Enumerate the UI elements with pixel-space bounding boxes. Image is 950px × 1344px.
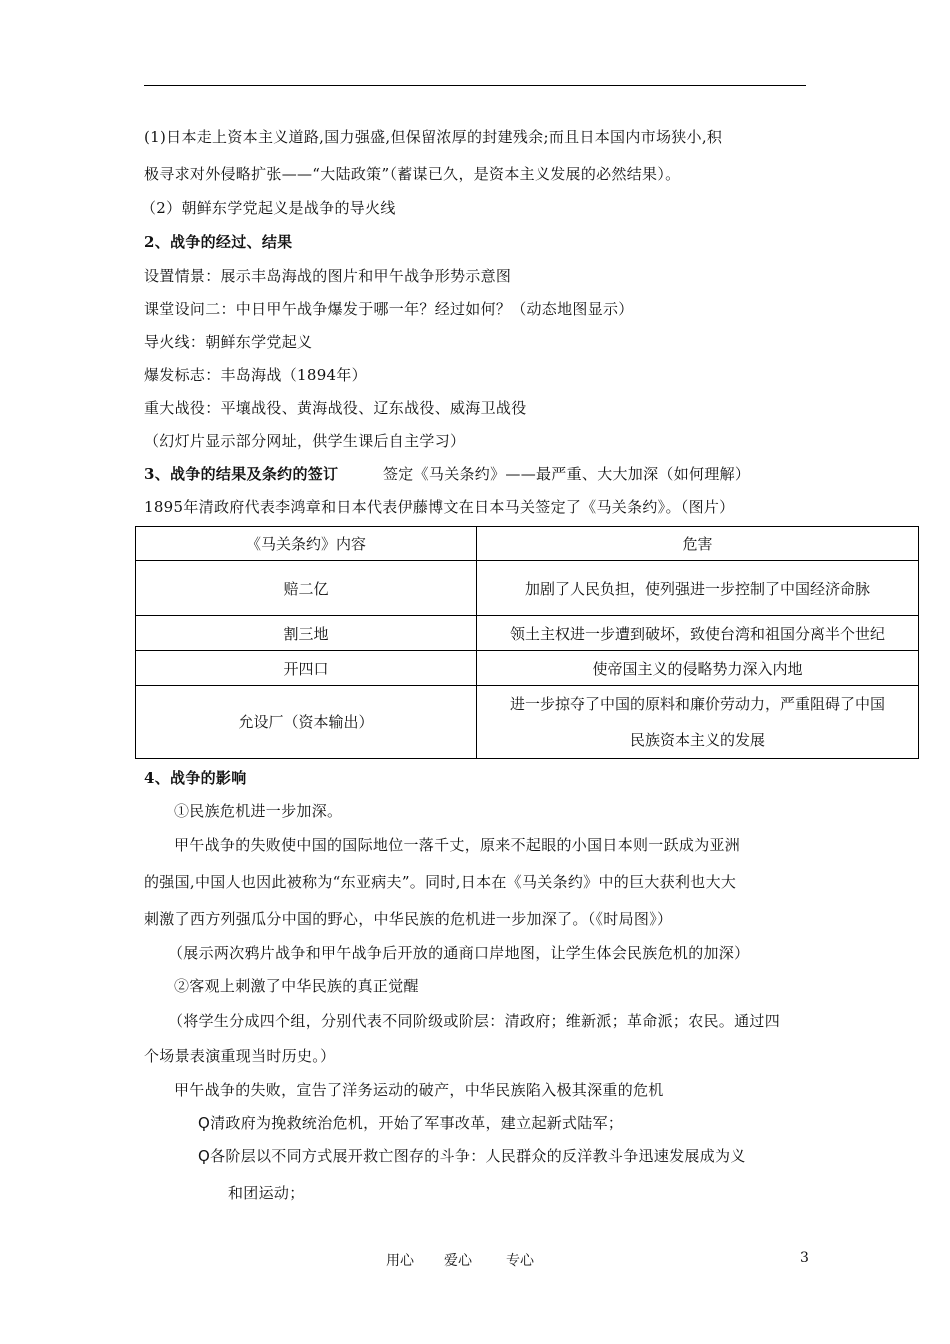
table-cell: 允设厂（资本输出） (136, 686, 477, 759)
bullet-text: 各阶层以不同方式展开救亡图存的斗争：人民群众的反洋教斗争迅速发展成为义 (210, 1147, 746, 1165)
text-1895: 1895年清政府代表李鸿章和日本代表伊藤博文在日本马关签定了《马关条约》。（图片） (144, 498, 735, 516)
para-1-line-2: 极寻求对外侵略扩张——“大陆政策”（蓄谋已久，是资本主义发展的必然结果）。 (144, 165, 681, 183)
bullet-text: 清政府为挽救统治危机，开始了军事改革，建立起新式陆军； (210, 1114, 624, 1132)
table-header-content: 《马关条约》内容 (136, 527, 477, 561)
table-cell-line: 民族资本主义的发展 (629, 731, 765, 749)
table-cell: 开四口 (136, 651, 477, 686)
text-failure: 甲午战争的失败，宣告了洋务运动的破产，中华民族陷入极其深重的危机 (174, 1081, 664, 1099)
table-row (136, 686, 919, 759)
heading-2: 2、战争的经过、结果 (144, 233, 293, 251)
bullet-item (198, 1146, 746, 1166)
text-battles: 重大战役：平壤战役、黄海战役、辽东战役、威海卫战役 (144, 399, 527, 417)
text-outbreak: 爆发标志：丰岛海战（1894年） (144, 366, 367, 384)
text-scenario: 设置情景：展示丰岛海战的图片和甲午战争形势示意图 (144, 267, 512, 285)
table-row (136, 561, 919, 616)
table-cell: 使帝国主义的侵略势力深入内地 (477, 651, 919, 686)
para-1-line-1: (1)日本走上资本主义道路,国力强盛,但保留浓厚的封建残余;而且日本国内市场狭小,积 (144, 128, 723, 146)
text-treaty-note: 签定《马关条约》——最严重、大大加深（如何理解） (383, 465, 751, 483)
point-2: ②客观上刺激了中华民族的真正觉醒 (174, 977, 419, 995)
table-cell: 赔二亿 (136, 561, 477, 616)
text-map-note: （展示两次鸦片战争和甲午战争后开放的通商口岸地图，让学生体会民族危机的加深） (168, 944, 750, 962)
footer-aixin: 爱心 (444, 1253, 472, 1269)
point-1: ①民族危机进一步加深。 (174, 802, 343, 820)
heading-3: 3、战争的结果及条约的签订 (144, 465, 339, 483)
text-slides: （幻灯片显示部分网址，供学生课后自主学习） (144, 432, 466, 450)
header-rule (144, 85, 806, 86)
para-impact-line-3: 刺激了西方列强瓜分中国的野心，中华民族的危机进一步加深了。（《时局图》） (144, 910, 673, 928)
table-header-harm: 危害 (477, 527, 919, 561)
treaty-table (135, 526, 919, 759)
table-cell-multiline (477, 686, 919, 759)
text-fuse: 导火线：朝鲜东学党起义 (144, 333, 313, 351)
table-header-row (136, 527, 919, 561)
footer-yongxin: 用心 (386, 1253, 414, 1269)
text-question-2: 课堂设问二：中日甲午战争爆发于哪一年？经过如何？（动态地图显示） (144, 300, 634, 318)
footer-zhuanxin: 专心 (506, 1253, 534, 1269)
table-cell: 加剧了人民负担，使列强进一步控制了中国经济命脉 (477, 561, 919, 616)
table-cell: 割三地 (136, 616, 477, 651)
table-row (136, 616, 919, 651)
para-2: （2）朝鲜东学党起义是战争的导火线 (141, 199, 396, 217)
text-groups-line-2: 个场景表演重现当时历史。） (144, 1047, 336, 1065)
page-number: 3 (800, 1250, 809, 1266)
bullet-icon: Ϙ (198, 1147, 211, 1165)
bullet-item (198, 1113, 623, 1133)
bullet-continuation: 和团运动； (228, 1184, 305, 1202)
heading-4: 4、战争的影响 (144, 769, 247, 787)
para-impact-line-1: 甲午战争的失败使中国的国际地位一落千丈，原来不起眼的小国日本则一跃成为亚洲 (174, 836, 741, 854)
table-cell-line: 进一步掠夺了中国的原料和廉价劳动力，严重阻碍了中国 (509, 695, 885, 713)
bullet-icon: Ϙ (198, 1114, 211, 1132)
para-impact-line-2: 的强国,中国人也因此被称为“东亚病夫”。同时,日本在《马关条约》中的巨大获利也大大 (144, 873, 737, 891)
table-row (136, 651, 919, 686)
table-cell: 领土主权进一步遭到破坏，致使台湾和祖国分离半个世纪 (477, 616, 919, 651)
text-groups-line-1: （将学生分成四个组，分别代表不同阶级或阶层：清政府；维新派；革命派；农民。通过四 (168, 1012, 781, 1030)
